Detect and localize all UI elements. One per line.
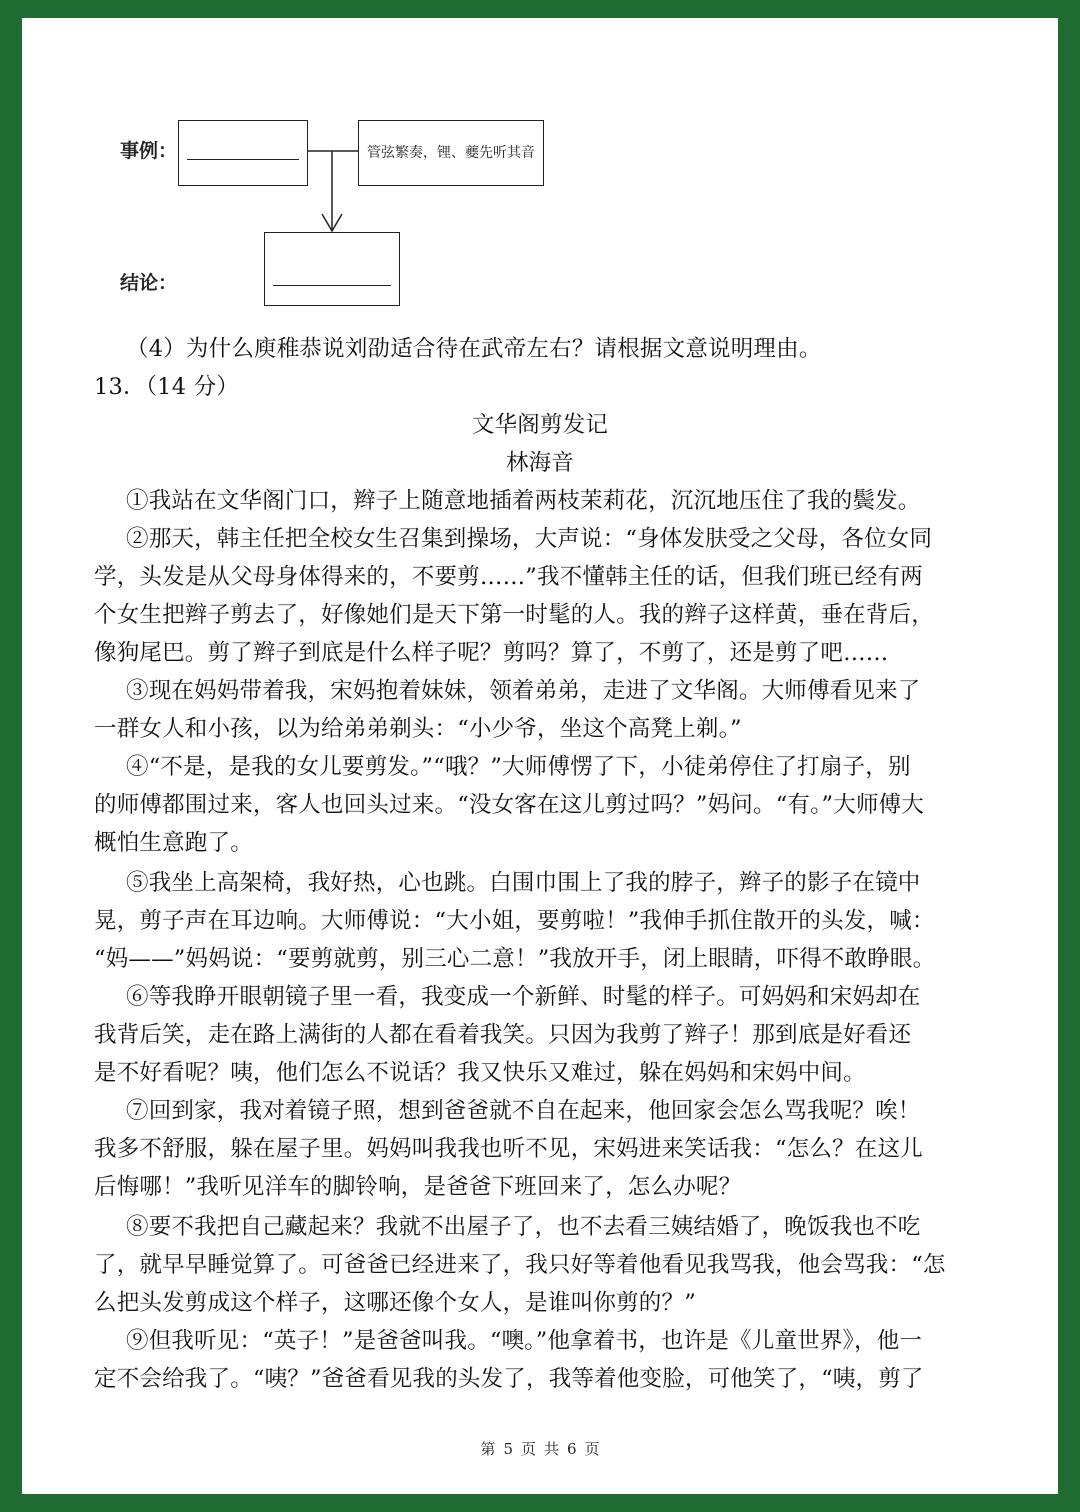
passage-line: 了，就早早睡觉算了。可爸爸已经进来了，我只好等着他看见我骂我，他会骂我：“怎: [94, 1252, 946, 1278]
passage-line: 的师傅都围过来，客人也回头过来。“没女客在这儿剪过吗？”妈问。“有。”大师傅大: [94, 792, 925, 818]
passage-line: ⑥等我睁开眼朝镜子里一看，我变成一个新鲜、时髦的样子。可妈妈和宋妈却在: [126, 984, 921, 1010]
footer-gong: 共: [544, 1440, 560, 1458]
passage-line: ③现在妈妈带着我，宋妈抱着妹妹，领着弟弟，走进了文华阁。大师傅看见来了: [126, 678, 921, 704]
passage-line: 我背后笑，走在路上满街的人都在看着我笑。只因为我剪了辫子！那到底是好看还: [94, 1022, 912, 1048]
passage-line: 学，头发是从父母身体得来的，不要剪……”我不懂韩主任的话，但我们班已经有两: [94, 564, 923, 590]
diagram-connectors: [22, 18, 1058, 338]
page-footer: [22, 1438, 1058, 1459]
passage-line: 是不好看呢？咦，他们怎么不说话？我又快乐又难过，躲在妈妈和宋妈中间。: [94, 1060, 866, 1086]
source-text: 管弦繁奏，锂、夔先听其音: [367, 145, 535, 161]
passage-line: ⑨但我听见：“英子！”是爸爸叫我。“噢。”他拿着书，也许是《儿童世界》，他一: [126, 1328, 923, 1354]
example-label: 事例：: [120, 140, 178, 162]
passage-line: 像狗尾巴。剪了辫子到底是什么样子呢？剪吗？算了，不剪了，还是剪了吧……: [94, 640, 889, 666]
passage-line: “妈——”妈妈说：“要剪就剪，别三心二意！”我放开手，闭上眼睛，吓得不敢睁眼。: [94, 946, 936, 972]
exam-page: [22, 18, 1058, 1494]
passage-line: ④“不是，是我的女儿要剪发。”“哦？”大师傅愣了下，小徒弟停住了打扇子，别: [126, 754, 911, 780]
passage-line: ⑦回到家，我对着镜子照，想到爸爸就不自在起来，他回家会怎么骂我呢？唉！: [126, 1098, 921, 1124]
conclusion-answer-box: [264, 232, 400, 306]
footer-ye: 页: [520, 1440, 536, 1458]
passage-line: 我多不舒服，躲在屋子里。妈妈叫我我也听不见，宋妈进来笑话我：“怎么？在这儿: [94, 1136, 923, 1162]
footer-di: 第: [480, 1440, 496, 1458]
question-4: （4）为什么庾稚恭说刘劭适合待在武帝左右？请根据文意说明理由。: [126, 336, 822, 362]
passage-line: 个女生把辫子剪去了，好像她们是天下第一时髦的人。我的辫子这样黄，垂在背后，: [94, 602, 934, 628]
passage-author: 林海音: [505, 450, 575, 476]
conclusion-answer-blank[interactable]: [273, 285, 391, 286]
passage-line: ⑧要不我把自己藏起来？我就不出屋子了，也不去看三姨结婚了，晚饭我也不吃: [126, 1214, 921, 1240]
passage-line: 晃，剪子声在耳边响。大师傅说：“大小姐，要剪啦！”我伸手抓住散开的头发，喊：: [94, 908, 935, 934]
passage-line: 一群女人和小孩，以为给弟弟剃头：“小少爷，坐这个高凳上剃。”: [94, 716, 742, 742]
passage-line: ②那天，韩主任把全校女生召集到操场，大声说：“身体发肤受之父母，各位女同: [126, 526, 933, 552]
conclusion-label: 结论：: [120, 272, 178, 294]
footer-ye2: 页: [584, 1440, 600, 1458]
passage-title: 文华阁剪发记: [471, 412, 609, 438]
passage-line: ①我站在文华阁门口，辫子上随意地插着两枝茉莉花，沉沉地压住了我的鬓发。: [126, 488, 921, 514]
passage-line: 么把头发剪成这个样子，这哪还像个女人，是谁叫你剪的？”: [94, 1290, 696, 1316]
question-13-header: 13．（14 分）: [94, 374, 239, 400]
passage-line: 后悔哪！”我听见洋车的脚铃响，是爸爸下班回来了，怎么办呢？: [94, 1174, 742, 1200]
passage-line: 定不会给我了。“咦？”爸爸看见我的头发了，我等着他变脸，可他笑了，“咦，剪了: [94, 1366, 924, 1392]
passage-line: 概怕生意跑了。: [94, 830, 253, 856]
passage-line: ⑤我坐上高架椅，我好热，心也跳。白围巾围上了我的脖子，辫子的影子在镜中: [126, 870, 921, 896]
footer-page-number: 5: [503, 1440, 513, 1458]
footer-total-pages: 6: [567, 1440, 577, 1458]
